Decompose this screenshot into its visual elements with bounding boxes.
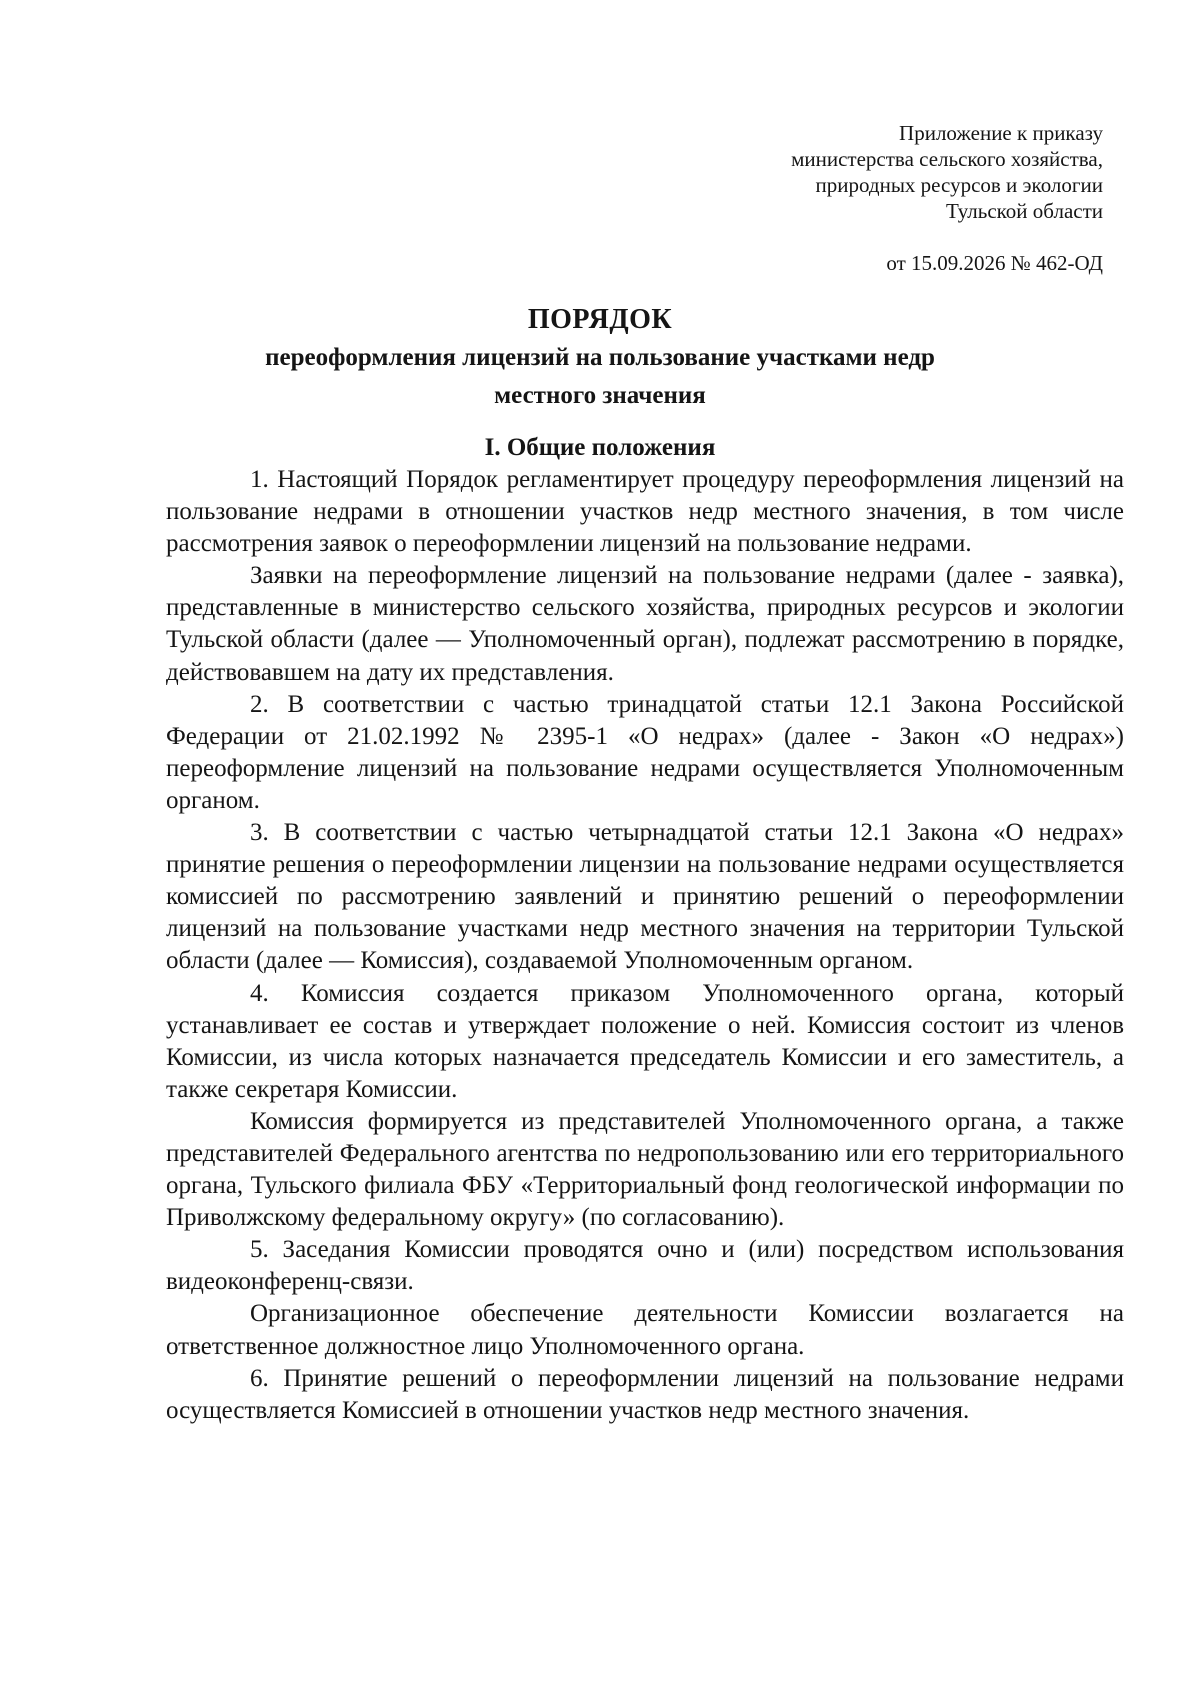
document-body (166, 464, 1124, 1427)
paragraph-4-continued: Комиссия формируется из представителей Уполномоченного органа, а также представителей Федерального агентства по недропользованию или его территориального органа, Тульского филиала ФБУ «Территориальный фонд геологической информации по Приволжскому федеральному округу» (по согласованию). (166, 1107, 1124, 1232)
document-subtitle-line-2: местного значения (494, 382, 706, 409)
title-block (150, 302, 1050, 414)
document-title: ПОРЯДОК (527, 304, 673, 335)
section-heading: I. Общие положения (484, 434, 716, 461)
paragraph-4: 4. Комиссия создается приказом Уполномоченного органа, который устанавливает ее состав и утверждает положение о ней. Комиссия состоит из членов Комиссии, из числа которых назначается председатель Комиссии и его заместитель, а также секретаря Комиссии. (166, 979, 1124, 1103)
order-date-number: от 15.09.2026 № 462-ОД (886, 251, 1103, 275)
approval-stamp-block (791, 120, 1103, 224)
paragraph-5-continued: Организационное обеспечение деятельности Комиссии возлагается на ответственное должностное лицо Уполномоченного органа. (166, 1300, 1124, 1360)
document-subtitle-line-1: переоформления лицензий на пользование участками недр (265, 344, 935, 371)
paragraph-5: 5. Заседания Комиссии проводятся очно и (или) посредством использования видеоконференц-связи. (166, 1236, 1124, 1296)
paragraph-1-continued: Заявки на переоформление лицензий на пользование недрами (далее - заявка), представленные в министерство сельского хозяйства, природных ресурсов и экологии Тульской области (далее — Уполномоченный орган), подлежат рассмотрению в порядке, действовавшем на дату их представления. (166, 562, 1124, 686)
paragraph-3: 3. В соответствии с частью четырнадцатой статьи 12.1 Закона «О недрах» принятие решения о переоформлении лицензии на пользование недрами осуществляется комиссией по рассмотрению заявлений и принятию решений о переоформлении лицензий на пользование участками недр местного значения на территории Тульской области (далее — Комиссия), создаваемой Уполномоченным органом. (166, 819, 1124, 975)
approval-line: министерства сельского хозяйства, (791, 147, 1103, 171)
paragraph-1: 1. Настоящий Порядок регламентирует процедуру переоформления лицензий на пользование недрами в отношении участков недр местного значения, в том числе рассмотрения заявок о переоформлении лицензий на пользование недрами. (166, 466, 1124, 558)
approval-line: Тульской области (945, 199, 1103, 223)
approval-line: Приложение к приказу (899, 121, 1103, 145)
approval-line: природных ресурсов и экологии (815, 173, 1103, 197)
paragraph-6: 6. Принятие решений о переоформлении лицензий на пользование недрами осуществляется Комиссией в отношении участков недр местного значения. (166, 1364, 1124, 1424)
paragraph-2: 2. В соответствии с частью тринадцатой статьи 12.1 Закона Российской Федерации от 21.02.1992 № 2395-1 «О недрах» (далее - Закон «О недрах») переоформление лицензий на пользование недрами осуществляется Уполномоченным органом. (166, 690, 1124, 814)
